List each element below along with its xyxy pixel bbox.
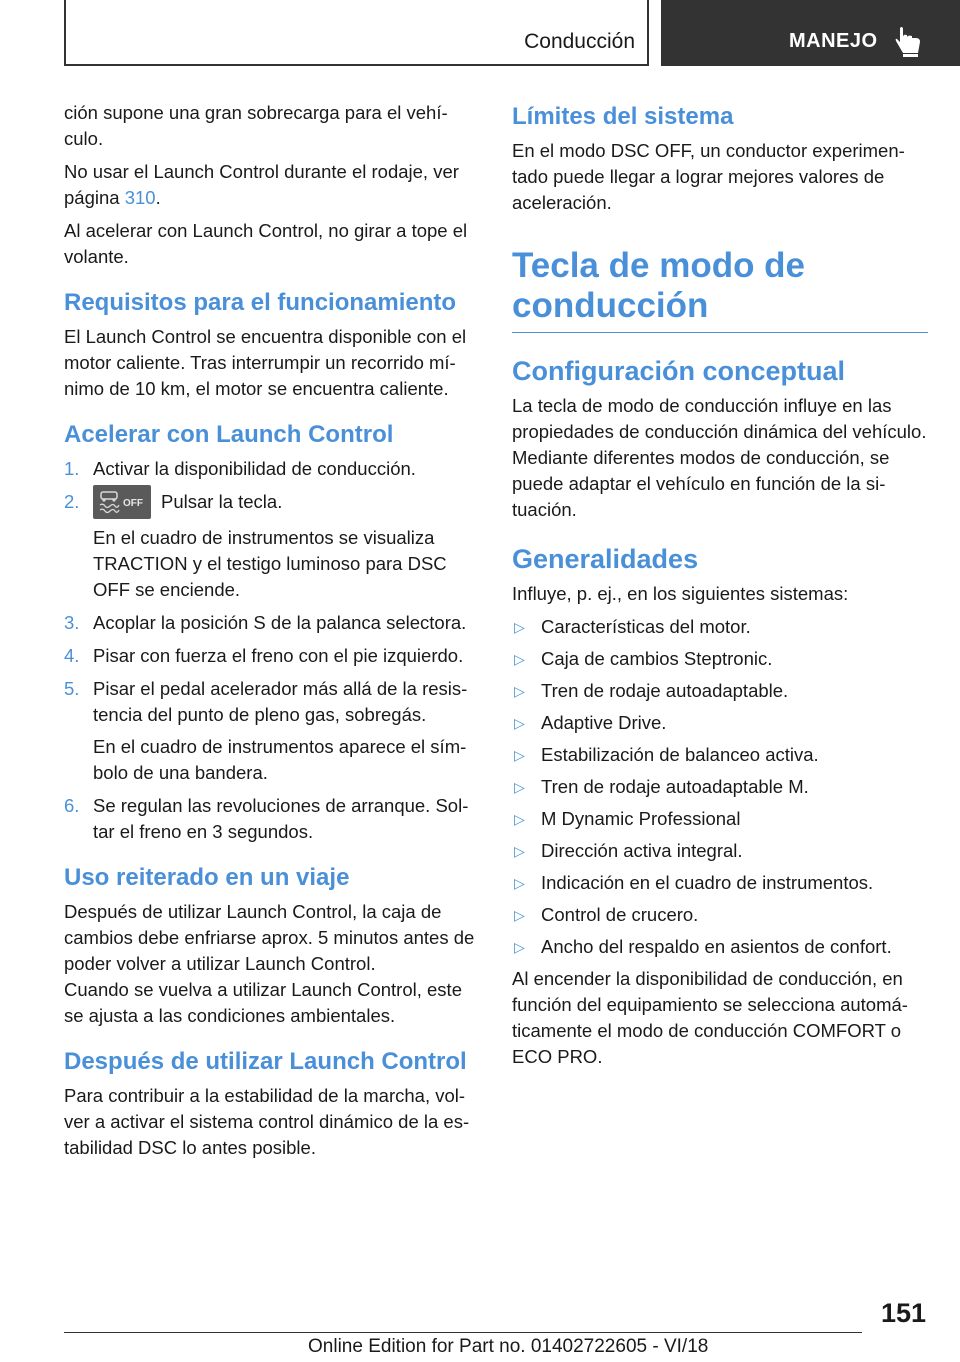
paragraph: Influye, p. ej., en los siguientes sistemas: bbox=[512, 583, 849, 604]
heading-limites: Límites del sistema bbox=[512, 103, 734, 130]
triangle-bullet-icon: ▷ bbox=[514, 747, 525, 763]
list-item: ▷ Ancho del respaldo en asientos de confort. bbox=[512, 934, 928, 960]
step-number: 3. bbox=[64, 612, 80, 633]
triangle-bullet-icon: ▷ bbox=[514, 619, 525, 635]
list-item: ▷ Dirección activa integral. bbox=[512, 838, 928, 864]
main-heading: Tecla de modo de conducción bbox=[512, 246, 928, 333]
list-item: ▷ M Dynamic Professional bbox=[512, 806, 928, 832]
section-title: Conducción bbox=[524, 30, 635, 53]
step-number: 2. bbox=[64, 491, 80, 512]
list-item: ▷ Estabilización de balanceo activa. bbox=[512, 742, 928, 768]
step-number: 4. bbox=[64, 645, 80, 666]
heading-despues: Después de utilizar Launch Control bbox=[64, 1048, 467, 1075]
paragraph-with-ref: No usar el Launch Control durante el rodaje, ver página 310. bbox=[64, 161, 459, 208]
heading-acelerar: Acelerar con Launch Control bbox=[64, 421, 394, 448]
triangle-bullet-icon: ▷ bbox=[514, 939, 525, 955]
dsc-off-button-image bbox=[93, 485, 151, 519]
step-item bbox=[64, 456, 480, 482]
triangle-bullet-icon: ▷ bbox=[514, 811, 525, 827]
left-column bbox=[64, 100, 480, 1168]
triangle-bullet-icon: ▷ bbox=[514, 843, 525, 859]
triangle-bullet-icon: ▷ bbox=[514, 907, 525, 923]
triangle-bullet-icon: ▷ bbox=[514, 715, 525, 731]
paragraph: En el modo DSC OFF, un conductor experimentado puede llegar a lograr mejores valores de aceleración. bbox=[512, 140, 905, 213]
page-number: 151 bbox=[880, 1298, 926, 1328]
header-section-box bbox=[64, 0, 649, 66]
list-item: ▷ Caja de cambios Steptronic. bbox=[512, 646, 928, 672]
paragraph: Para contribuir a la estabilidad de la marcha, volver a activar el sistema control dinámico de la estabilidad DSC lo antes posible. bbox=[64, 1085, 470, 1158]
step-item bbox=[64, 793, 480, 845]
paragraph: Después de utilizar Launch Control, la caja de cambios debe enfriarse aprox. 5 minutos antes de poder volver a utilizar Launch Control. bbox=[64, 901, 475, 974]
triangle-bullet-icon: ▷ bbox=[514, 875, 525, 891]
paragraph: ción supone una gran sobrecarga para el vehículo. bbox=[64, 102, 448, 149]
paragraph: Cuando se vuelva a utilizar Launch Control, este se ajusta a las condiciones ambientales. bbox=[64, 979, 462, 1026]
step-text: Acoplar la posición S de la palanca selectora. bbox=[93, 612, 467, 633]
step-number: 5. bbox=[64, 678, 80, 699]
steps-list bbox=[64, 456, 480, 845]
step-text: Pisar con fuerza el freno con el pie izquierdo. bbox=[93, 645, 464, 666]
step-subtext: En el cuadro de instrumentos se visualiza TRACTION y el testigo luminoso para DSC OFF se enciende. bbox=[93, 527, 447, 600]
step-item bbox=[64, 676, 480, 786]
svg-text:OFF: OFF bbox=[123, 498, 143, 509]
list-item: ▷ Indicación en el cuadro de instrumentos. bbox=[512, 870, 928, 896]
step-text: Activar la disponibilidad de conducción. bbox=[93, 458, 416, 479]
step-number: 1. bbox=[64, 458, 80, 479]
list-item: ▷ Tren de rodaje autoadaptable. bbox=[512, 678, 928, 704]
paragraph: Al encender la disponibilidad de conducción, en función del equipamiento se selecciona automáticamente el modo de conducción COMFORT o ECO PRO. bbox=[512, 968, 908, 1067]
pointing-hand-icon bbox=[894, 24, 924, 58]
list-item: ▷ Control de crucero. bbox=[512, 902, 928, 928]
footer-edition: Online Edition for Part no. 01402722605 - VI/18 bbox=[308, 1336, 709, 1357]
paragraph: El Launch Control se encuentra disponible con el motor caliente. Tras interrumpir un recorrido mínimo de 10 km, el motor se encuentra caliente. bbox=[64, 326, 467, 399]
triangle-bullet-icon: ▷ bbox=[514, 651, 525, 667]
systems-list bbox=[512, 614, 928, 960]
step-number: 6. bbox=[64, 795, 80, 816]
page-reference-link[interactable]: 310 bbox=[124, 187, 156, 208]
step-item bbox=[64, 610, 480, 636]
heading-configuracion: Configuración conceptual bbox=[512, 356, 846, 386]
step-text: Pulsar la tecla. bbox=[161, 491, 283, 512]
footer-divider bbox=[64, 1332, 862, 1333]
step-text: Pisar el pedal acelerador más allá de la resistencia del punto de pleno gas, sobregás. bbox=[93, 678, 468, 725]
step-subtext: En el cuadro de instrumentos aparece el símbolo de una bandera. bbox=[93, 736, 467, 783]
paragraph: La tecla de modo de conducción influye en las propiedades de conducción dinámica del vehículo. Mediante diferentes modos de conducción, se puede adaptar el vehículo en función de la situación. bbox=[512, 395, 927, 520]
step-item bbox=[64, 489, 480, 603]
heading-requisitos: Requisitos para el funcionamiento bbox=[64, 289, 457, 316]
list-item: ▷ Tren de rodaje autoadaptable M. bbox=[512, 774, 928, 800]
header-chapter-box bbox=[661, 0, 960, 66]
step-text: Se regulan las revoluciones de arranque. Soltar el freno en 3 segundos. bbox=[93, 795, 469, 842]
list-item: ▷ Adaptive Drive. bbox=[512, 710, 928, 736]
triangle-bullet-icon: ▷ bbox=[514, 683, 525, 699]
heading-uso-reiterado: Uso reiterado en un viaje bbox=[64, 864, 350, 891]
list-item: ▷ Características del motor. bbox=[512, 614, 928, 640]
step-item bbox=[64, 643, 480, 669]
chapter-title: MANEJO bbox=[789, 30, 878, 52]
dsc-off-icon bbox=[93, 485, 151, 519]
paragraph: Al acelerar con Launch Control, no girar a tope el volante. bbox=[64, 220, 468, 267]
right-column bbox=[512, 100, 928, 1077]
triangle-bullet-icon: ▷ bbox=[514, 779, 525, 795]
heading-generalidades: Generalidades bbox=[512, 544, 699, 574]
